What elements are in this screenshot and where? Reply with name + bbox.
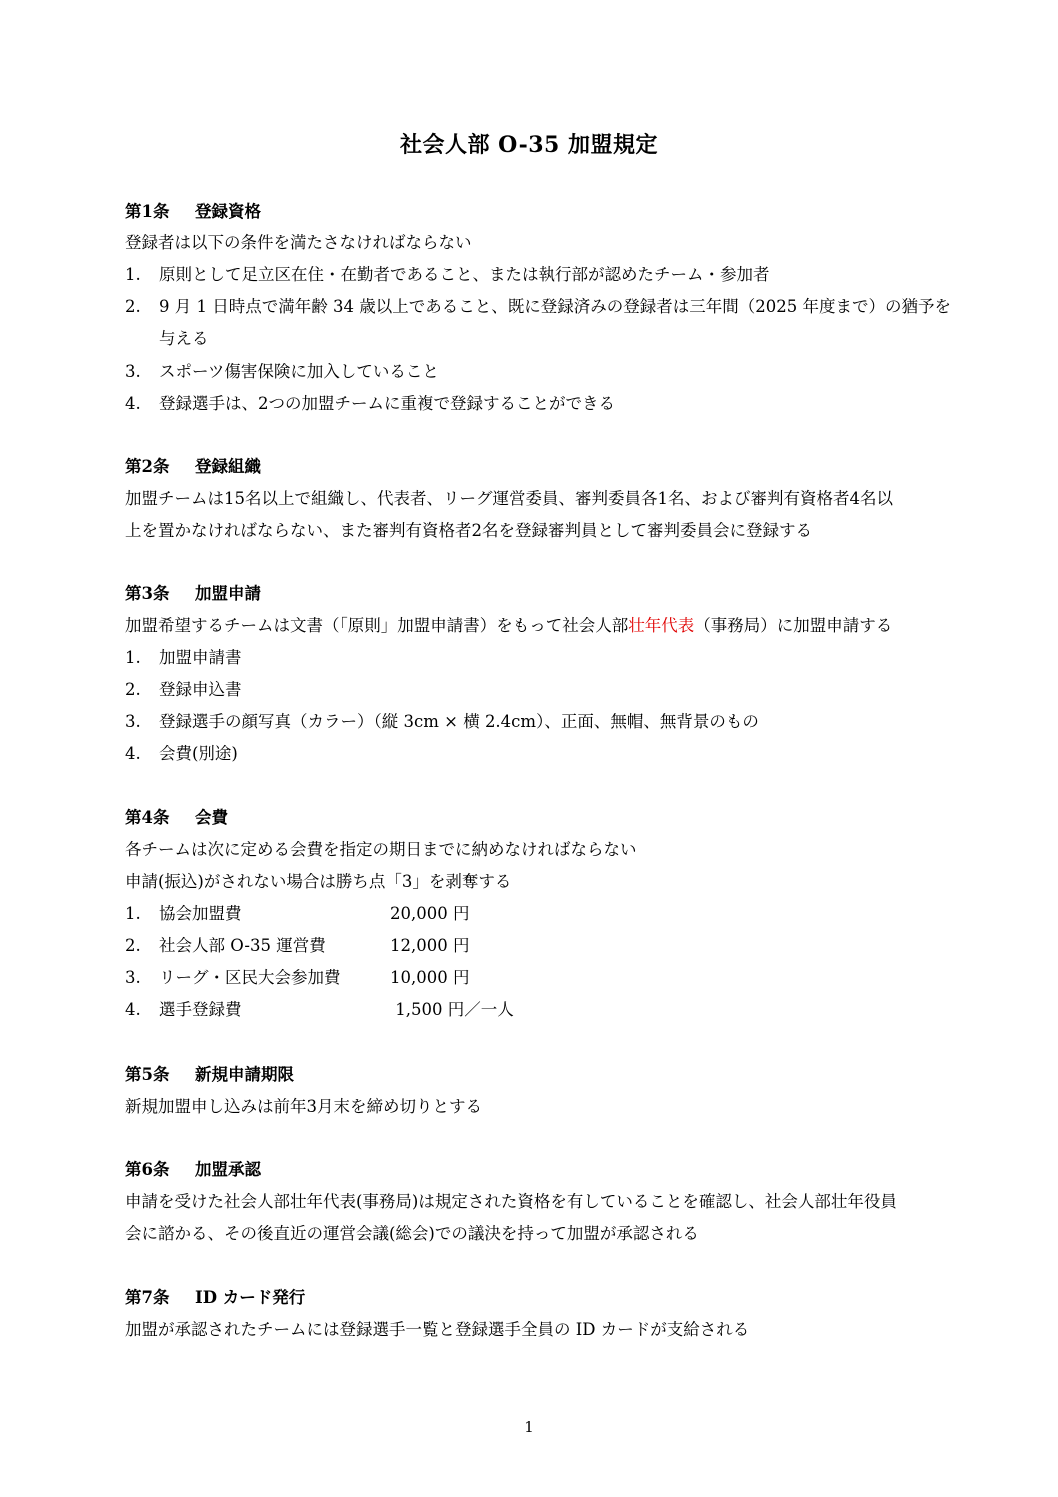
highlighted-text: 壮年代表: [628, 616, 695, 635]
list-item: 1. 加盟申請書: [125, 648, 242, 667]
list-item: 2. 登録申込書: [125, 680, 242, 699]
list-item-continuation: 与える: [159, 329, 209, 348]
article-2-heading: [125, 455, 261, 479]
article-4-line: 申請(振込)がされない場合は勝ち点「3」を剥奪する: [125, 872, 512, 891]
article-6-line: 申請を受けた社会人部壮年代表(事務局)は規定された資格を有していることを確認し、社会人部壮年役員: [125, 1192, 897, 1211]
article-title: 加盟承認: [195, 1160, 261, 1179]
list-item: 1. 原則として足立区在住・在勤者であること、または執行部が認めたチーム・参加者: [125, 265, 770, 284]
article-4-line: 各チームは次に定める会費を指定の期日までに納めなければならない: [125, 840, 637, 859]
list-item: 4. 登録選手は、2つの加盟チームに重複で登録することができる: [125, 394, 615, 413]
article-title: 加盟申請: [195, 584, 261, 603]
article-7-line: 加盟が承認されたチームには登録選手一覧と登録選手全員の ID カードが支給される: [125, 1320, 750, 1339]
article-number: 第5条: [125, 1065, 170, 1084]
list-item: 3. スポーツ傷害保険に加入していること: [125, 362, 439, 381]
fee-row: 3. リーグ・区民大会参加費 10,000 円: [125, 968, 470, 987]
article-title: 新規申請期限: [195, 1065, 294, 1084]
article-7-heading: [125, 1286, 305, 1310]
fee-row: 2. 社会人部 O-35 運営費 12,000 円: [125, 936, 470, 955]
article-number: 第7条: [125, 1288, 170, 1307]
article-4-heading: [125, 806, 228, 830]
article-2-line: 加盟チームは15名以上で組織し、代表者、リーグ運営委員、審判委員各1名、および審判有資格者4名以: [125, 489, 893, 508]
article-number: 第2条: [125, 457, 170, 476]
article-title: ID カード発行: [195, 1288, 306, 1307]
fee-row: 1. 協会加盟費 20,000 円: [125, 904, 470, 923]
article-title: 登録組織: [195, 457, 261, 476]
article-6-heading: [125, 1158, 261, 1182]
article-1-intro: 登録者は以下の条件を満たさなければならない: [125, 233, 472, 252]
article-number: 第3条: [125, 584, 170, 603]
article-5-line: 新規加盟申し込みは前年3月末を締め切りとする: [125, 1097, 482, 1116]
article-number: 第4条: [125, 808, 170, 827]
fee-row: 4. 選手登録費 1,500 円／一人: [125, 1000, 514, 1019]
list-item: 2. 9 月 1 日時点で満年齢 34 歳以上であること、既に登録済みの登録者は三年間（2025 年度まで）の猶予を: [125, 297, 951, 316]
article-5-heading: [125, 1063, 294, 1087]
article-1-heading: [125, 200, 261, 224]
article-3-intro: 加盟希望するチームは文書（「原則」加盟申請書）をもって社会人部壮年代表（事務局）に加盟申請する: [125, 616, 893, 635]
article-number: 第1条: [125, 202, 170, 221]
list-item: 4. 会費(別途): [125, 744, 238, 763]
article-number: 第6条: [125, 1160, 170, 1179]
article-title: 会費: [195, 808, 228, 827]
article-2-line: 上を置かなければならない、また審判有資格者2名を登録審判員として審判委員会に登録する: [125, 521, 812, 540]
page-number: 1: [524, 1418, 534, 1436]
article-3-heading: [125, 582, 261, 606]
article-title: 登録資格: [195, 202, 261, 221]
article-6-line: 会に諮かる、その後直近の運営会議(総会)での議決を持って加盟が承認される: [125, 1224, 699, 1243]
document-title: 社会人部 O-35 加盟規定: [399, 132, 659, 158]
list-item: 3. 登録選手の顔写真（カラー）（縦 3cm × 横 2.4cm）、正面、無帽、無背景のもの: [125, 712, 759, 731]
